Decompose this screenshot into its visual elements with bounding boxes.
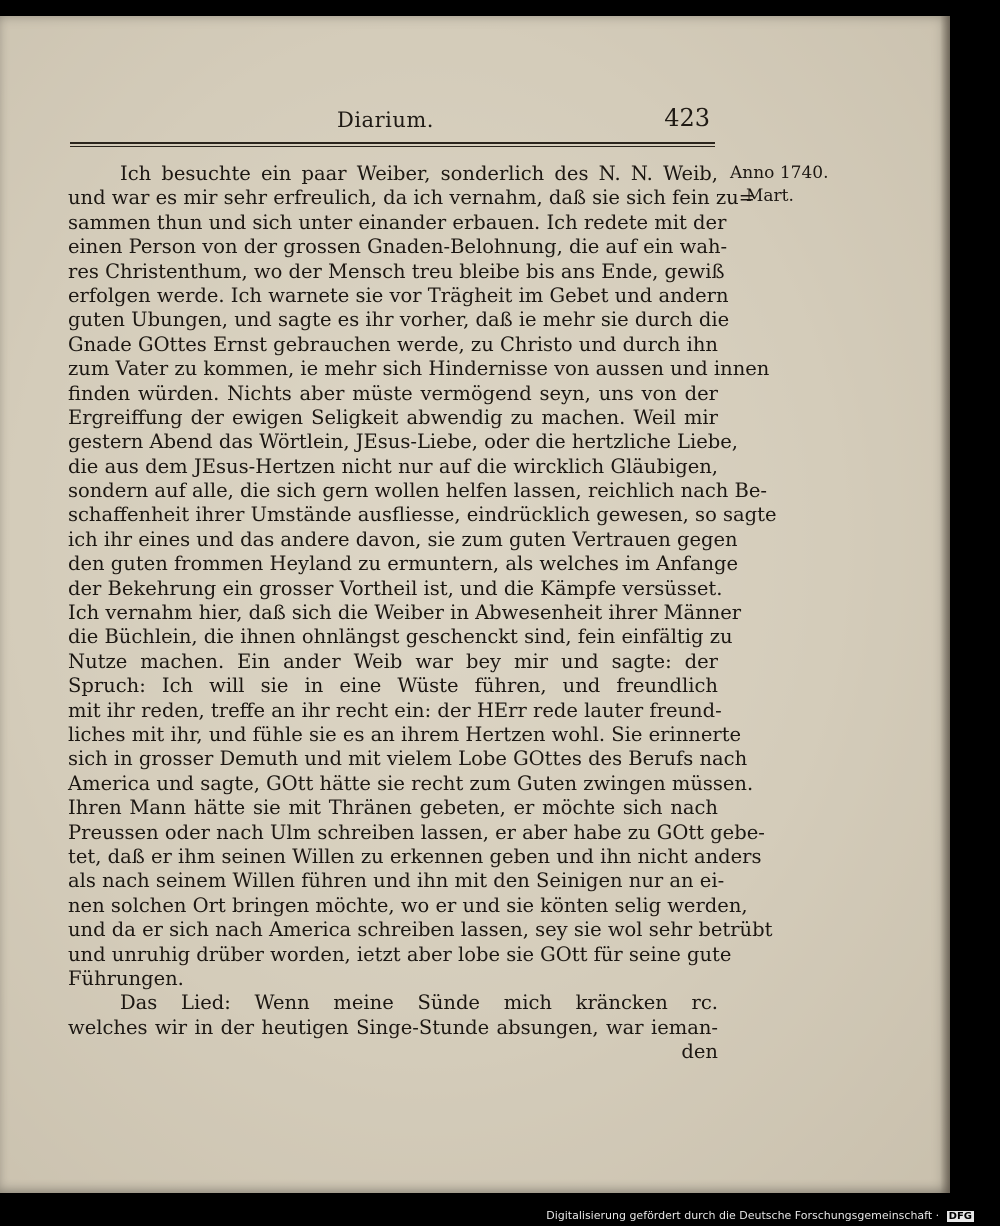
text-line: gestern Abend das Wörtlein, JEsus-Liebe, oder die hertzliche Liebe, xyxy=(68,430,738,454)
text-line: guten Ubungen, und sagte es ihr vorher, daß ie mehr sie durch die xyxy=(68,308,730,332)
text-line: sich in grosser Demuth und mit vielem Lobe GOttes des Berufs nach xyxy=(68,747,748,771)
text-line: Führungen. xyxy=(68,966,184,990)
text-line: der Bekehrung ein grosser Vortheil ist, und die Kämpfe versüsset. xyxy=(68,576,723,600)
text-line: Ich besuchte ein paar Weiber, sonderlich des N. N. Weib, xyxy=(120,162,718,185)
text-line: Ergreiffung der ewigen Seligkeit abwendig zu machen. Weil mir xyxy=(68,405,718,429)
text-line: als nach seinem Willen führen und ihn mit den Seinigen nur an ei- xyxy=(68,869,725,893)
text-line: res Christenthum, wo der Mensch treu bleibe bis ans Ende, gewiß xyxy=(68,259,725,283)
text-line: Gnade GOttes Ernst gebrauchen werde, zu Christo und durch ihn xyxy=(68,332,718,356)
catchword: den xyxy=(681,1040,718,1064)
margin-note-month: Mart. xyxy=(746,186,794,206)
text-line: finden würden. Nichts aber müste vermögend seyn, uns von der xyxy=(68,381,718,405)
text-line: liches mit ihr, und fühle sie es an ihrem Hertzen wohl. Sie erinnerte xyxy=(68,722,742,746)
text-line: Spruch: Ich will sie in eine Wüste führen, und freundlich xyxy=(68,674,718,698)
text-line: und da er sich nach America schreiben lassen, sey sie wol sehr betrübt xyxy=(68,918,773,942)
digitization-credit: Digitalisierung gefördert durch die Deutsche Forschungsgemeinschaft · DFG xyxy=(546,1209,972,1222)
running-head: Diarium. xyxy=(337,108,434,132)
text-line: Preussen oder nach Ulm schreiben lassen, er aber habe zu GOtt gebe- xyxy=(68,820,765,844)
dfg-logo: DFG xyxy=(948,1211,972,1222)
text-line: America und sagte, GOtt hätte sie recht zum Guten zwingen müssen. xyxy=(68,771,754,795)
text-line: den guten frommen Heyland zu ermuntern, als welches im Anfange xyxy=(68,552,739,576)
text-line: zum Vater zu kommen, ie mehr sich Hindernisse von aussen und innen xyxy=(68,357,770,381)
text-line: erfolgen werde. Ich warnete sie vor Trägheit im Gebet und andern xyxy=(68,283,729,307)
header-rule xyxy=(70,142,715,144)
text-line: sondern auf alle, die sich gern wollen helfen lassen, reichlich nach Be- xyxy=(68,479,768,503)
text-line: schaffenheit ihrer Umstände ausfliesse, eindrücklich gewesen, so sagte xyxy=(68,503,777,527)
text-line: die aus dem JEsus-Hertzen nicht nur auf die wircklich Gläubigen, xyxy=(68,454,718,478)
header-rule-thin xyxy=(70,146,715,147)
margin-note-year: Anno 1740. xyxy=(730,163,829,183)
text-line: einen Person von der grossen Gnaden-Belohnung, die auf ein wah- xyxy=(68,235,728,259)
page-number: 423 xyxy=(664,104,710,132)
text-line: und war es mir sehr erfreulich, da ich vernahm, daß sie sich fein zu= xyxy=(68,186,755,210)
text-line: tet, daß er ihm seinen Willen zu erkennen geben und ihn nicht anders xyxy=(68,844,762,868)
text-line: mit ihr reden, treffe an ihr recht ein: der HErr rede lauter freund- xyxy=(68,698,722,722)
credit-text: Digitalisierung gefördert durch die Deutsche Forschungsgemeinschaft xyxy=(546,1209,933,1222)
text-line: nen solchen Ort bringen möchte, wo er und sie könten selig werden, xyxy=(68,893,748,917)
text-line: sammen thun und sich unter einander erbauen. Ich redete mit der xyxy=(68,210,727,234)
text-line: welches wir in der heutigen Singe-Stunde absungen, war ieman- xyxy=(68,1015,718,1039)
page-header xyxy=(60,104,720,148)
text-line: und unruhig drüber worden, ietzt aber lobe sie GOtt für seine gute xyxy=(68,942,732,966)
text-line: Nutze machen. Ein ander Weib war bey mir und sagte: der xyxy=(68,649,718,673)
text-line: Ich vernahm hier, daß sich die Weiber in Abwesenheit ihrer Männer xyxy=(68,601,742,625)
text-line: ich ihr eines und das andere davon, sie zum guten Vertrauen gegen xyxy=(68,527,738,551)
text-line: Das Lied: Wenn meine Sünde mich kräncken rc. xyxy=(120,991,718,1015)
book-page xyxy=(0,16,950,1193)
text-line: die Büchlein, die ihnen ohnlängst geschenckt sind, fein einfältig zu xyxy=(68,625,733,649)
text-line: Ihren Mann hätte sie mit Thränen gebeten, er möchte sich nach xyxy=(68,796,718,820)
